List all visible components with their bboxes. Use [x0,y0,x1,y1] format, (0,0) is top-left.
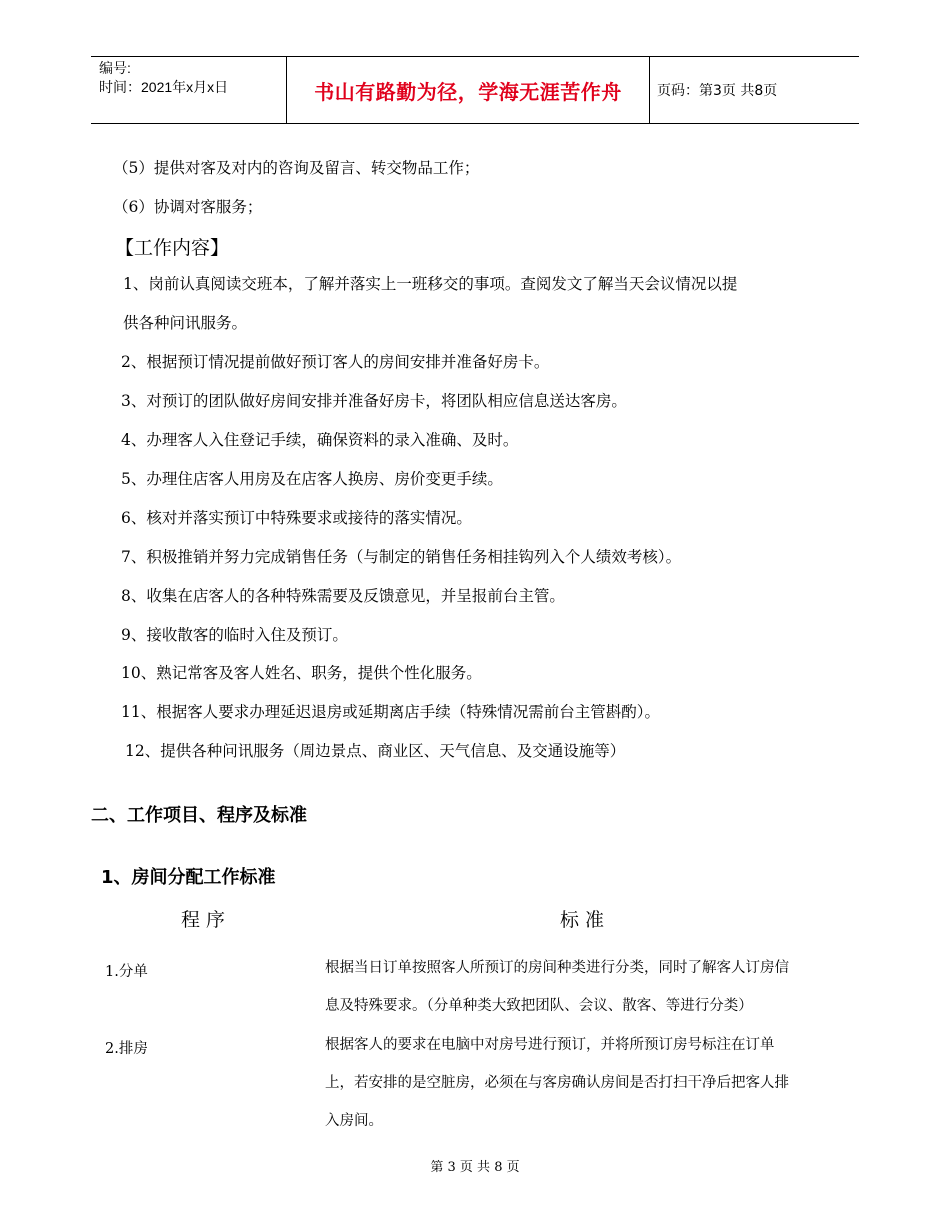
column-header-standard: 标 准 [560,909,605,931]
section-title: 二、工作项目、程序及标准 [91,805,307,826]
standard-line: 上，若安排的是空脏房，必须在与客房确认房间是否打扫干净后把客人排 [325,1075,789,1091]
header-page-number: 页码：第3页 共8页 [657,83,778,99]
work-item: 8、收集在店客人的各种特殊需要及反馈意见，并呈报前台主管。 [121,587,565,605]
page-footer: 第 3 页 共 8 页 [430,1160,520,1175]
procedure-cell: 2.排房 [105,1041,148,1057]
work-item: 1、岗前认真阅读交班本，了解并落实上一班移交的事项。查阅发文了解当天会议情况以提 [123,275,738,293]
header-meta [99,59,228,97]
work-item: 7、积极推销并努力完成销售任务（与制定的销售任务相挂钩列入个人绩效考核）。 [121,548,682,566]
work-item: 5、办理住店客人用房及在店客人换房、房价变更手续。 [121,470,503,488]
header-divider [649,57,650,123]
standard-cell [325,1026,865,1140]
intro-item: （6）协调对客服务； [113,198,263,216]
work-item: 2、根据预订情况提前做好预订客人的房间安排并准备好房卡。 [121,353,550,371]
column-header-procedure: 程 序 [181,909,226,931]
work-item: 3、对预订的团队做好房间安排并准备好房卡，将团队相应信息送达客房。 [121,392,627,410]
standard-line: 根据当日订单按照客人所预订的房间种类进行分类，同时了解客人订房信 [325,960,789,976]
code-label: 编号: [99,60,131,76]
work-item: 6、核对并落实预订中特殊要求或接待的落实情况。 [121,509,472,527]
standard-line: 入房间。 [325,1113,383,1129]
work-content-heading: 【工作内容】 [115,237,230,259]
procedure-cell: 1.分单 [105,964,148,980]
intro-item: （5）提供对客及对内的咨询及留言、转交物品工作； [113,159,480,177]
work-item: 11、根据客人要求办理延迟退房或延期离店手续（特殊情况需前台主管斟酌）。 [121,703,660,721]
work-item: 10、熟记常客及客人姓名、职务，提供个性化服务。 [121,664,482,682]
time-label: 时间：2021年x月x日 [99,79,229,95]
page-header [91,56,859,124]
standard-line: 息及特殊要求。（分单种类大致把团队、会议、散客、等进行分类） [325,998,753,1014]
subsection-title: 1、房间分配工作标准 [101,867,276,888]
work-item: 4、办理客人入住登记手续，确保资料的录入准确、及时。 [121,431,519,449]
standard-line: 根据客人的要求在电脑中对房号进行预订，并将所预订房号标注在订单 [325,1037,775,1053]
work-item: 12、提供各种问讯服务（周边景点、商业区、天气信息、及交通设施等） [125,742,626,760]
work-item: 9、接收散客的临时入住及预订。 [121,626,348,644]
standard-cell [325,949,865,1025]
work-item: 供各种问讯服务。 [123,314,248,332]
header-motto: 书山有路勤为径，学海无涯苦作舟 [314,79,622,104]
